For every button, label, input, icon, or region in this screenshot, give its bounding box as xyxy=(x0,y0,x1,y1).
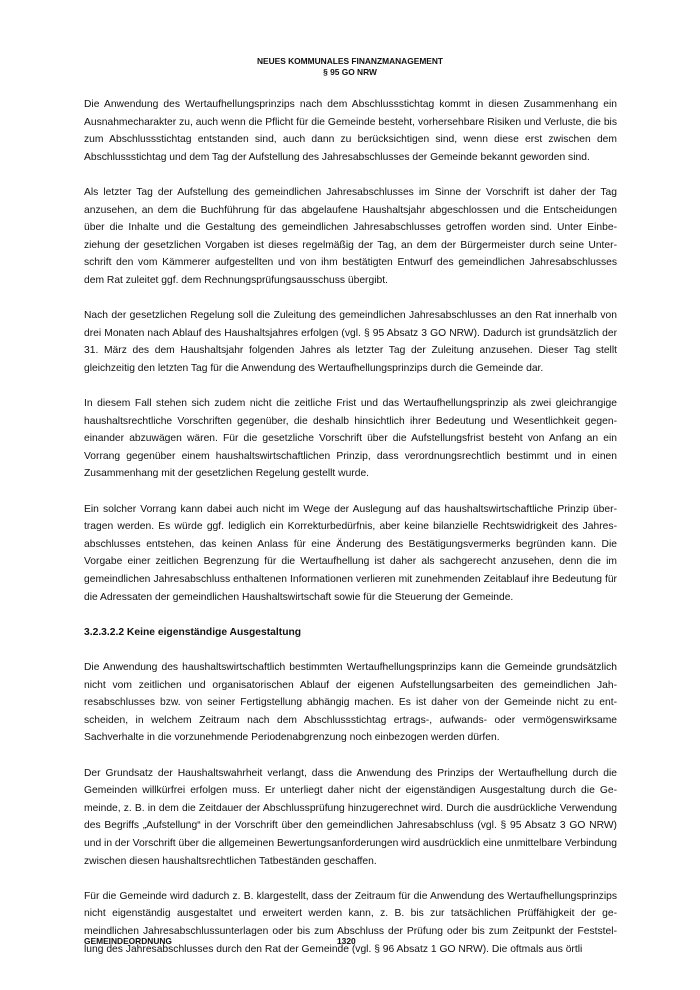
section-heading: 3.2.3.2.2 Keine eigenständige Ausgestaltung xyxy=(84,626,302,638)
header-title: NEUES KOMMUNALES FINANZMANAGEMENT xyxy=(256,56,444,66)
page-header xyxy=(0,56,700,78)
footer-title: GEMEINDEORDNUNG xyxy=(84,936,172,946)
paragraph: Der Grundsatz der Haushaltswahrheit verlangt, dass die Anwendung des Prinzips der Wertaufhellung durch die Gemeinden willkürfrei erfolgen muss. Er unterliegt daher nicht der eigenständigen Ausgestaltung durch die Gemeinde, z. B. in dem die Zeitdauer der Abschlussprüfung hinzugerechnet wird. Durch die ausdrückliche Verwendung des Begriffs „Aufstellung“ in der Vorschrift über den gemeindlichen Jahresabschluss (vgl. § 95 Absatz 3 GO NRW) und in der Vorschrift über die allgemeinen Bewertungsanforderungen wird ausdrücklich eine unmittelbare Verbindung zwischen diesen haushaltsrechtlichen Tatbeständen geschaffen. xyxy=(84,767,617,867)
paragraph: Die Anwendung des haushaltswirtschaftlich bestimmten Wertaufhellungsprinzips kann die Gemeinde grundsätzlich nicht vom zeitlichen und organisatorischen Ablauf der eigenen Aufstellungsarbeiten des gemeindlichen Jahresabschlusses bzw. von seiner Fertigstellung abhängig machen. Es ist daher von der Gemeinde nicht zu entscheiden, in welchem Zeitraum nach dem Abschlussstichtag ertrags-, aufwands- oder vermögenswirksame Sachverhalte in die vorzunehmende Periodenabgrenzung noch einbezogen werden dürfen. xyxy=(84,662,617,744)
paragraph: Die Anwendung des Wertaufhellungsprinzips nach dem Abschlussstichtag kommt in diesen Zusammenhang ein Ausnahmecharakter zu, auch wenn die Pflicht für die Gemeinde besteht, vorhersehbare Risiken und Verluste, die bis zum Abschlussstichtag entstanden sind, auch dann zu berücksichtigen sind, wenn diese erst zwischen dem Abschlussstichtag und dem Tag der Aufstellung des Jahresabschlusses der Gemeinde bekannt geworden sind. xyxy=(84,99,617,163)
paragraph: Als letzter Tag der Aufstellung des gemeindlichen Jahresabschlusses im Sinne der Vorschrift ist daher der Tag anzusehen, an dem die Buchführung für das abgelaufene Haushaltsjahr abgeschlossen und die Entscheidungen über die Inhalte und die Gestaltung des gemeindlichen Jahresabschlusses getroffen worden sind. Unter Einbeziehung der gesetzlichen Vorgaben ist dieses regelmäßig der Tag, an dem der Bürgermeister durch seine Unterschrift den vom Kämmerer aufgestellten und von ihm bestätigten Entwurf des gemeindlichen Jahresabschlusses dem Rat zuleitet ggf. dem Rechnungsprüfungsausschuss übergibt. xyxy=(84,186,617,286)
header-section: § 95 GO NRW xyxy=(323,67,377,77)
paragraph: Nach der gesetzlichen Regelung soll die Zuleitung des gemeindlichen Jahresabschlusses an den Rat innerhalb von drei Monaten nach Ablauf des Haushaltsjahres erfolgen (vgl. § 95 Absatz 3 GO NRW). Dadurch ist grundsätzlich der 31. März des dem Haushaltsjahr folgenden Jahres als letzter Tag der Zuleitung anzusehen. Dieser Tag stellt gleichzeitig den letzten Tag für die Anwendung des Wertaufhellungsprinzips durch die Gemeinde dar. xyxy=(84,310,617,374)
paragraph: In diesem Fall stehen sich zudem nicht die zeitliche Frist und das Wertaufhellungsprinzip als zwei gleichrangige haushaltsrechtliche Vorschriften gegenüber, die deshalb hinsichtlich ihrer Bedeutung und Wesentlichkeit gegeneinander abzuwägen wären. Für die gesetzliche Vorschrift über die Aufstellungsfrist besteht von Anfang an ein Vorrang gegenüber einem haushaltswirtschaftlichen Prinzip, dass verordnungsrechtlich bestimmt und in einen Zusammenhang mit der gesetzlichen Regelung gestellt wurde. xyxy=(84,398,617,480)
paragraph: Ein solcher Vorrang kann dabei auch nicht im Wege der Auslegung auf das haushaltswirtschaftliche Prinzip übertragen werden. Es würde ggf. lediglich ein Korrekturbedürfnis, aber keine bilanzielle Rechtswidrigkeit des Jahresabschlusses entstehen, das keinen Anlass für eine Änderung des Bestätigungsvermerks begründen kann. Die Vorgabe einer zeitlichen Begrenzung für die Wertaufhellung ist daher als sachgerecht anzusehen, denn die im gemeindlichen Jahresabschluss enthaltenen Informationen verlieren mit zunehmenden Zeitablauf ihre Bedeutung für die Adressaten der gemeindlichen Haushaltswirtschaft sowie für die Steuerung der Gemeinde. xyxy=(84,503,617,603)
paragraph: Für die Gemeinde wird dadurch z. B. klargestellt, dass der Zeitraum für die Anwendung des Wertaufhellungsprinzips nicht eigenständig ausgestaltet und erweitert werden kann, z. B. bis zur tatsächlichen Prüffähigkeit der gemeindlichen Jahresabschlussunterlagen oder bis zum Abschluss der Prüfung oder bis zum Zeitpunkt der Feststellung des Jahresabschlusses durch den Rat der Gemeinde (vgl. § 96 Absatz 1 GO NRW). Die oftmals aus örtli xyxy=(84,890,617,955)
page-number: 1320 xyxy=(337,936,356,946)
document-body xyxy=(84,96,617,976)
